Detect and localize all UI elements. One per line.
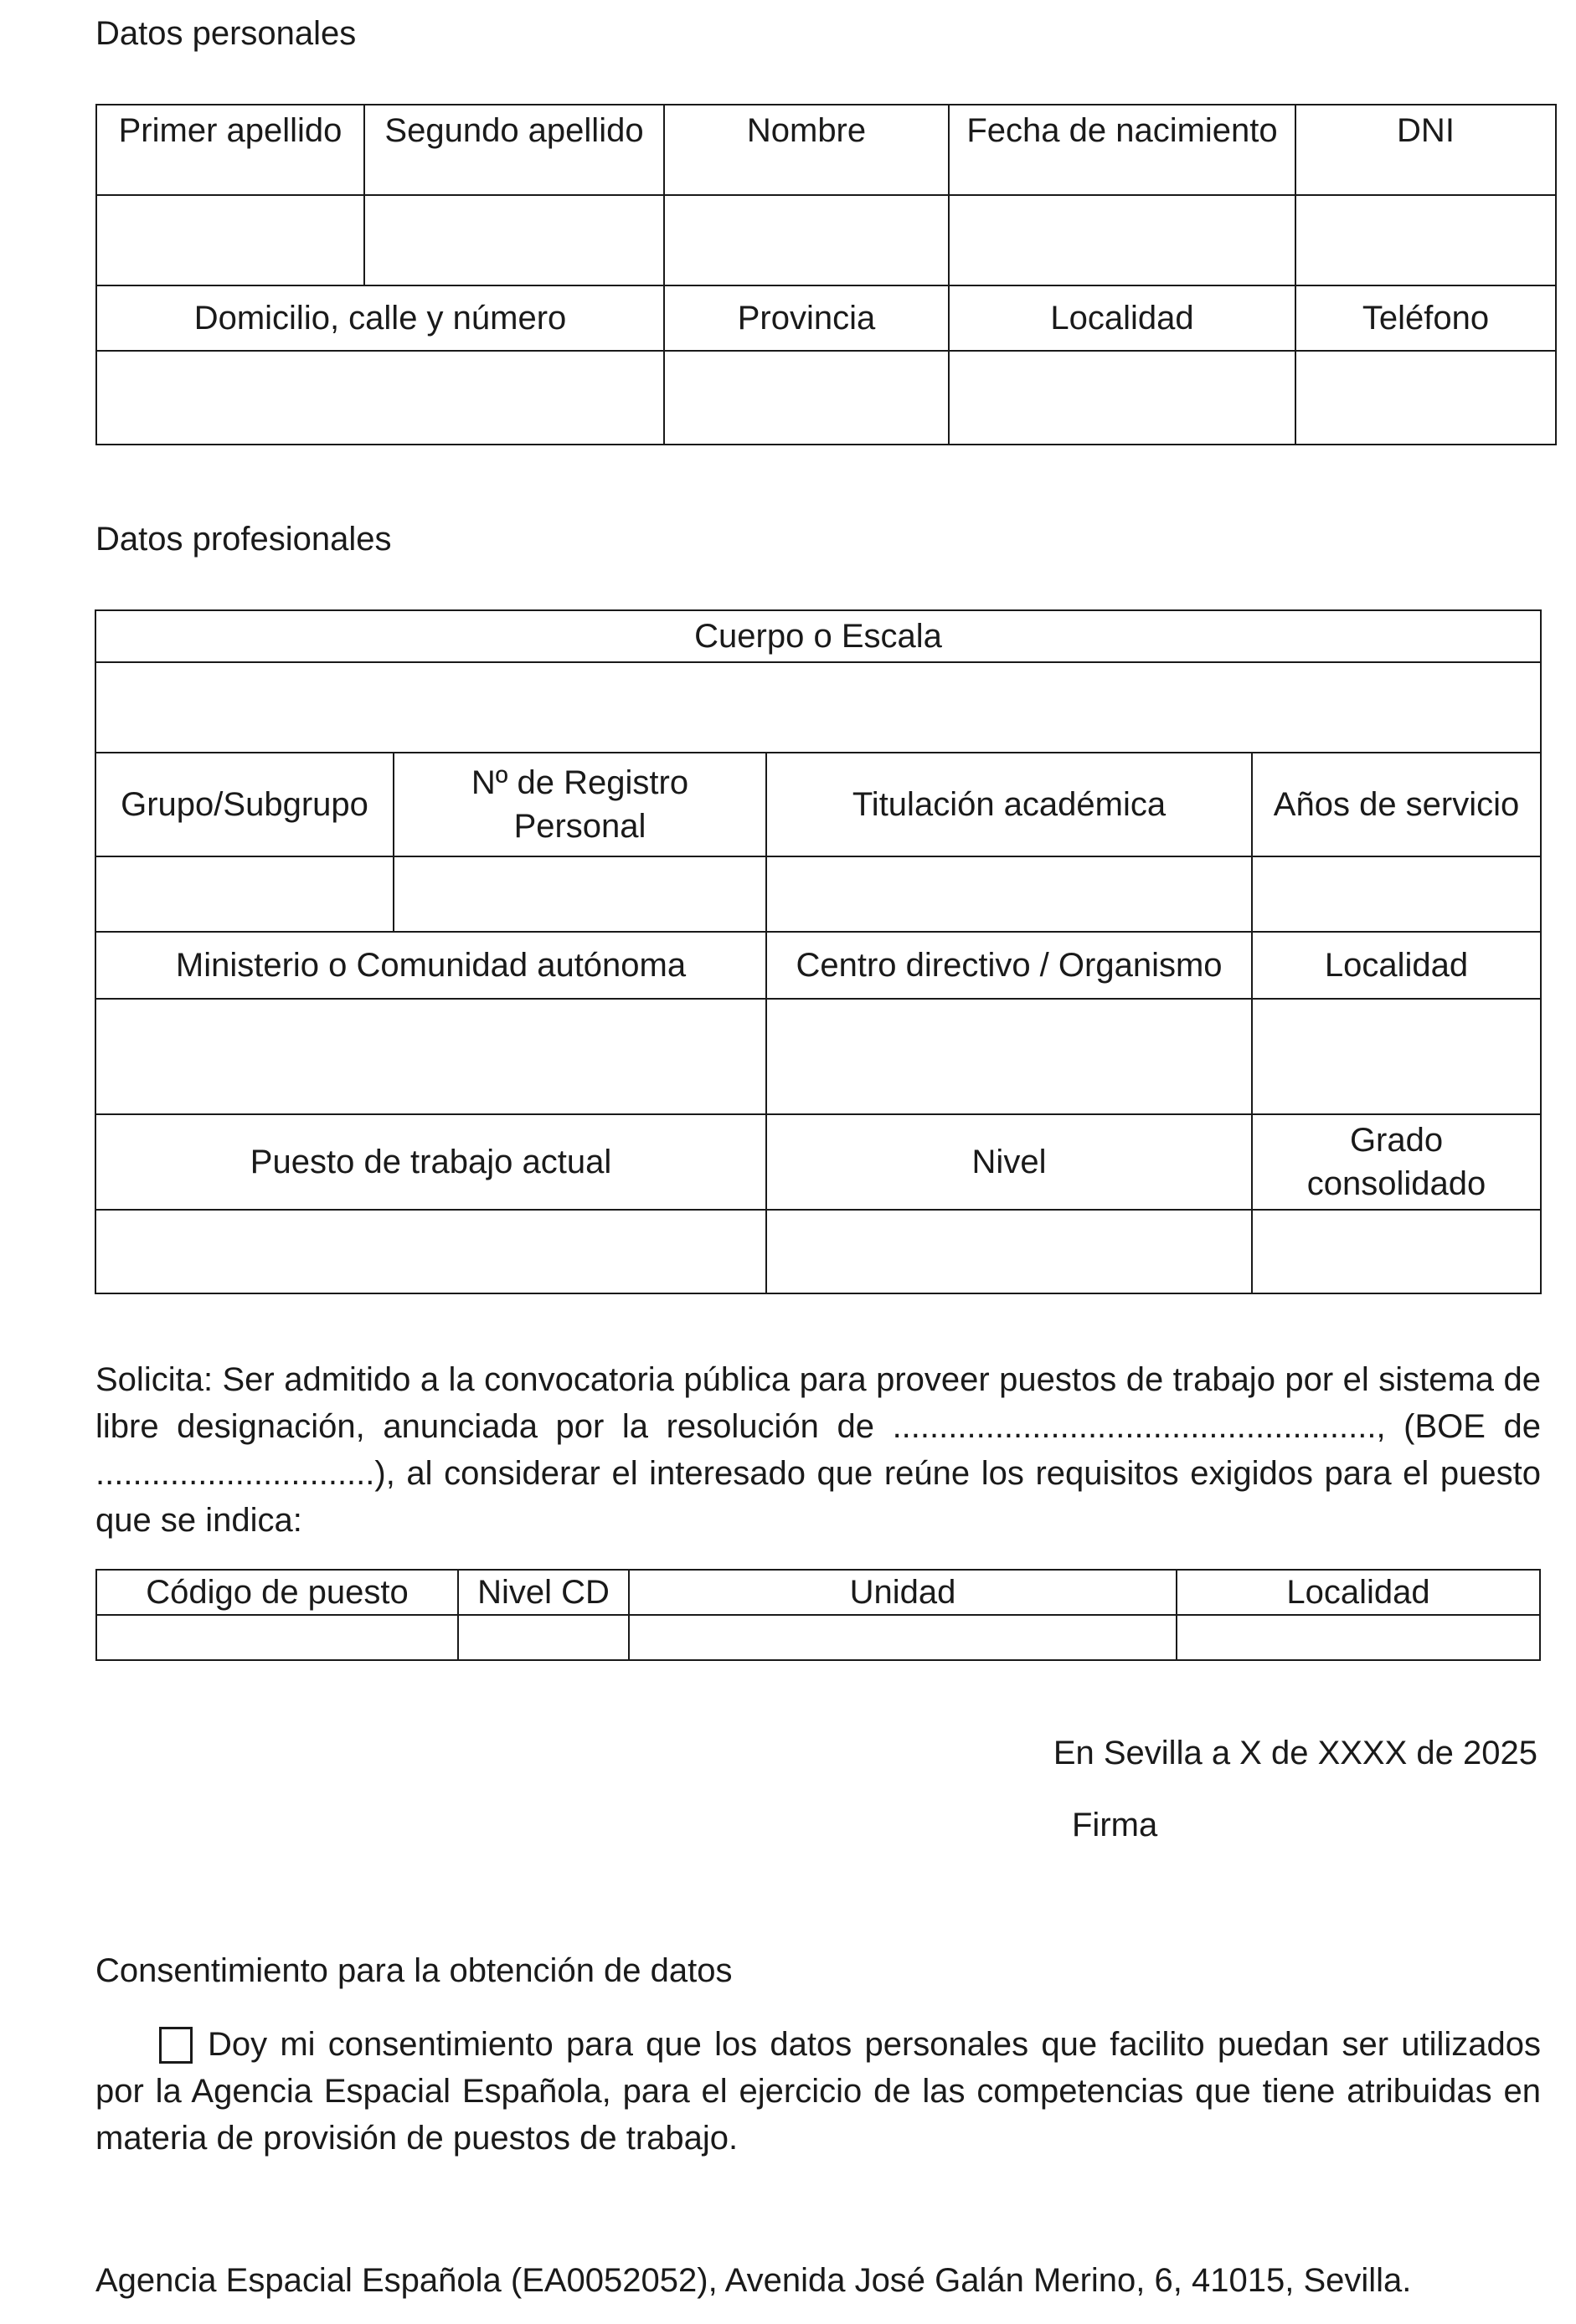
consolidated-grade-header: Grado consolidado [1252, 1114, 1541, 1210]
birth-date-header: Fecha de nacimiento [949, 105, 1295, 195]
directive-center-field[interactable] [766, 999, 1252, 1114]
province-field[interactable] [664, 351, 949, 445]
phone-field[interactable] [1295, 351, 1556, 445]
group-subgroup-header: Grupo/Subgrupo [95, 753, 394, 856]
signature-label: Firma [1072, 1807, 1158, 1843]
registry-number-field[interactable] [394, 856, 766, 932]
level-header: Nivel [766, 1114, 1252, 1210]
current-job-header: Puesto de trabajo actual [95, 1114, 766, 1210]
years-service-header: Años de servicio [1252, 753, 1541, 856]
place-date: En Sevilla a X de XXXX de 2025 [1053, 1735, 1537, 1771]
dni-field[interactable] [1295, 195, 1556, 285]
consent-heading: Consentimiento para la obtención de datos [95, 1952, 733, 1989]
position-locality-field[interactable] [1177, 1615, 1540, 1660]
academic-degree-header: Titulación académica [766, 753, 1252, 856]
professional-data-table [95, 609, 1542, 1294]
first-surname-header: Primer apellido [96, 105, 364, 195]
position-code-header: Código de puesto [96, 1570, 458, 1615]
address-field[interactable] [96, 351, 664, 445]
name-header: Nombre [664, 105, 949, 195]
ministry-header: Ministerio o Comunidad autónoma [95, 932, 766, 999]
years-service-field[interactable] [1252, 856, 1541, 932]
locality-header: Localidad [949, 285, 1295, 351]
personal-data-table [95, 104, 1557, 445]
cuerpo-escala-header: Cuerpo o Escala [95, 610, 1541, 662]
cuerpo-escala-field[interactable] [95, 662, 1541, 753]
address-header: Domicilio, calle y número [96, 285, 664, 351]
registry-number-header: Nº de Registro Personal [394, 753, 766, 856]
academic-degree-field[interactable] [766, 856, 1252, 932]
work-locality-header: Localidad [1252, 932, 1541, 999]
level-cd-header: Nivel CD [458, 1570, 629, 1615]
first-surname-field[interactable] [96, 195, 364, 285]
consolidated-grade-field[interactable] [1252, 1210, 1541, 1293]
unit-header: Unidad [629, 1570, 1177, 1615]
dni-header: DNI [1295, 105, 1556, 195]
personal-data-heading: Datos personales [95, 15, 357, 52]
consent-paragraph [95, 2021, 1541, 2162]
level-field[interactable] [766, 1210, 1252, 1293]
consent-checkbox[interactable] [159, 2027, 193, 2064]
name-field[interactable] [664, 195, 949, 285]
province-header: Provincia [664, 285, 949, 351]
work-locality-field[interactable] [1252, 999, 1541, 1114]
birth-date-field[interactable] [949, 195, 1295, 285]
position-locality-header: Localidad [1177, 1570, 1540, 1615]
professional-data-heading: Datos profesionales [95, 521, 392, 558]
ministry-field[interactable] [95, 999, 766, 1114]
level-cd-field[interactable] [458, 1615, 629, 1660]
request-paragraph: Solicita: Ser admitido a la convocatoria pública para proveer puestos de trabajo por el sistema de libre designación, anunciada por la resolución de ...................................................., (BOE de ..............................), al considerar el interesado que reúne los requisitos exigidos para el puesto que se indica: [95, 1361, 1541, 1539]
current-job-field[interactable] [95, 1210, 766, 1293]
phone-header: Teléfono [1295, 285, 1556, 351]
second-surname-header: Segundo apellido [364, 105, 664, 195]
locality-field[interactable] [949, 351, 1295, 445]
unit-field[interactable] [629, 1615, 1177, 1660]
group-subgroup-field[interactable] [95, 856, 394, 932]
consent-text: Doy mi consentimiento para que los datos personales que facilito puedan ser utilizados por la Agencia Espacial Española, para el ejercicio de las competencias que tiene atribuidas en materia de provisión de puestos de trabajo. [95, 2026, 1541, 2157]
requested-position-table [95, 1569, 1541, 1661]
second-surname-field[interactable] [364, 195, 664, 285]
directive-center-header: Centro directivo / Organismo [766, 932, 1252, 999]
agency-address: Agencia Espacial Española (EA0052052), Avenida José Galán Merino, 6, 41015, Sevilla. [95, 2262, 1412, 2299]
position-code-field[interactable] [96, 1615, 458, 1660]
